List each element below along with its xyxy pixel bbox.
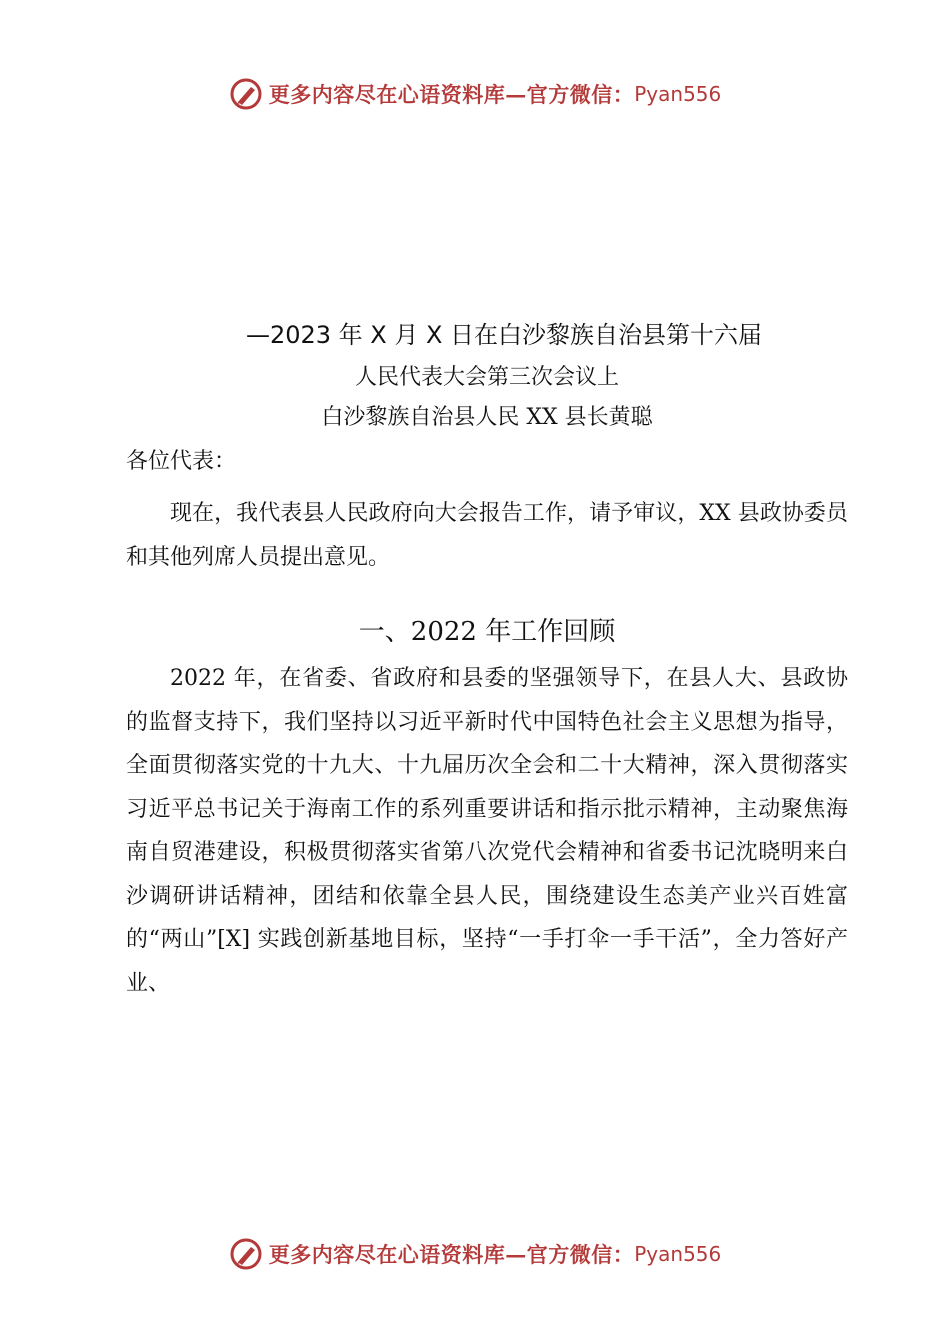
title-line-2: 人民代表大会第三次会议上 (354, 365, 619, 390)
title-line-3: 白沙黎族自治县人民 XX 县长黄聪 (321, 405, 653, 430)
watermark-wechat-id: Pyan556 (634, 1242, 722, 1266)
header-watermark (0, 72, 950, 116)
watermark-text: 更多内容尽在心语资料库—官方微信： (268, 1242, 635, 1267)
footer-watermark (0, 1232, 950, 1276)
section-heading: 一、2022 年工作回顾 (358, 617, 616, 647)
pen-logo-icon (229, 1237, 263, 1271)
pen-logo-icon (229, 77, 263, 111)
intro-paragraph: 现在，我代表县人民政府向大会报告工作，请予审议，XX 县政协委员和其他列席人员提出意见。 (126, 501, 848, 570)
watermark-wechat-id: Pyan556 (634, 82, 722, 106)
document-body (126, 312, 848, 1005)
body-paragraph: 2022 年，在省委、省政府和县委的坚强领导下，在县人大、县政协的监督支持下，我们坚持以习近平新时代中国特色社会主义思想为指导，全面贯彻落实党的十九大、十九届历次全会和二十大精神，深入贯彻落实习近平总书记关于海南工作的系列重要讲话和指示批示精神，主动聚焦海南自贸港建设，积极贯彻落实省第八次党代会精神和省委书记沈晓明来白沙调研讲话精神，团结和依靠全县人民，围绕建设生态美产业兴百姓富的“两山”[X] 实践创新基地目标，坚持“一手打伞一手干活”，全力答好产业、 (126, 666, 848, 996)
watermark-text: 更多内容尽在心语资料库—官方微信： (268, 82, 635, 107)
title-line-1: —2023 年 X 月 X 日在白沙黎族自治县第十六届 (245, 321, 763, 349)
salutation: 各位代表： (126, 449, 237, 474)
